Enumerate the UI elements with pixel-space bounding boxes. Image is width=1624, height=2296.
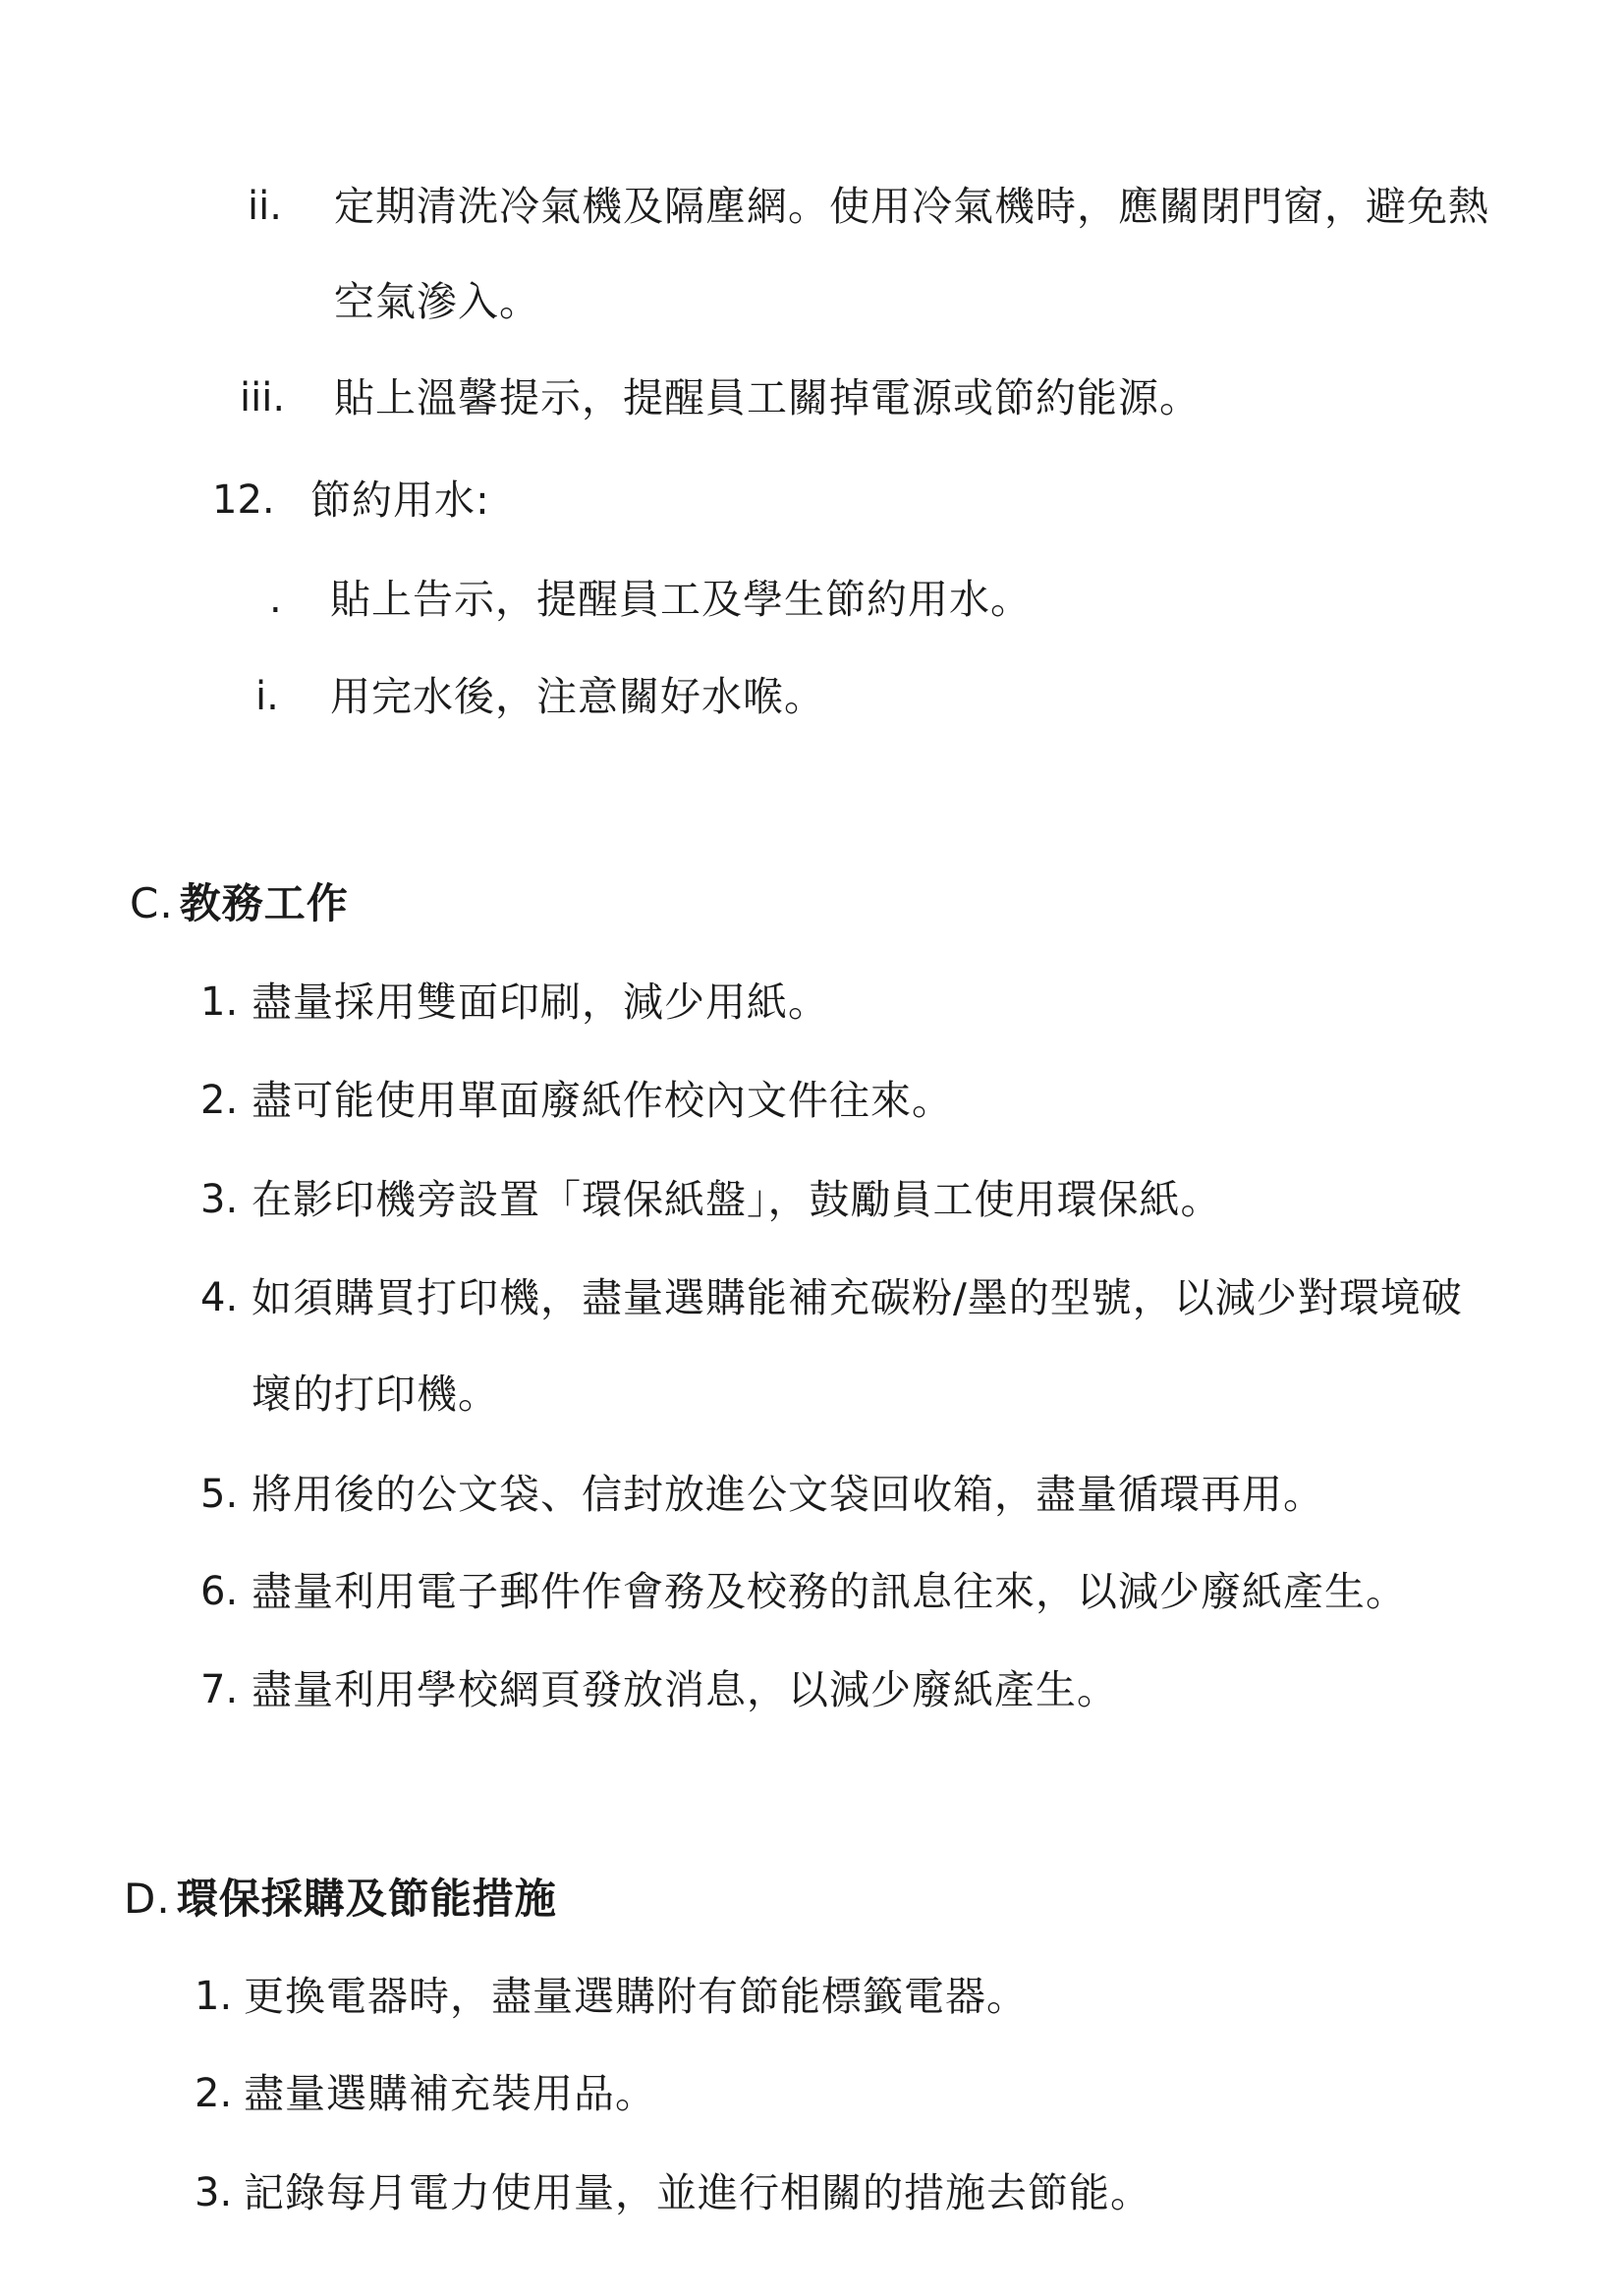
section-c-item-2-number: 2. (200, 1078, 239, 1123)
water-sub-item-1-text: 貼上告示，提醒員工及學生節約用水。 (330, 576, 1032, 623)
section-d-item-1-number: 1. (195, 1974, 233, 2019)
section-c-title: 教務工作 (179, 879, 349, 927)
sub-item-iii-text: 貼上溫馨提示，提醒員工關掉電源或節約能源。 (334, 374, 1201, 421)
sub-item-iii-marker: iii. (240, 375, 286, 420)
sub-item-ii-marker: ii. (248, 184, 282, 229)
section-c-item-4-text-cont: 壞的打印機。 (252, 1371, 499, 1418)
section-c-item-5-text: 將用後的公文袋、信封放進公文袋回收箱，盡量循環再用。 (252, 1471, 1324, 1518)
section-c-letter: C. (130, 879, 174, 927)
section-c-item-4-text: 如須購買打印機，盡量選購能補充碳粉/墨的型號，以減少對環境破 (252, 1274, 1463, 1321)
item-12-marker: 12. (212, 477, 275, 523)
section-c-item-1-text: 盡量採用雙面印刷，減少用紙。 (252, 979, 829, 1026)
section-c-item-7-text: 盡量利用學校網頁發放消息，以減少廢紙產生。 (252, 1666, 1118, 1713)
item-12-text: 節約用水: (310, 476, 490, 524)
section-c-item-2-text: 盡可能使用單面廢紙作校內文件往來。 (252, 1077, 953, 1124)
section-c-item-5-number: 5. (200, 1472, 239, 1517)
section-c-item-7-number: 7. (200, 1667, 239, 1712)
section-d-item-3-number: 3. (195, 2170, 233, 2215)
section-d-heading (124, 1873, 557, 1926)
section-c-item-3-text: 在影印機旁設置「環保紙盤」，鼓勵員工使用環保紙。 (252, 1176, 1222, 1223)
section-c-heading (130, 877, 349, 930)
water-sub-item-2-text: 用完水後，注意關好水喉。 (330, 673, 825, 720)
section-d-letter: D. (124, 1875, 171, 1923)
section-c-item-3-number: 3. (200, 1177, 239, 1222)
water-sub-item-2-marker: i. (255, 674, 279, 719)
section-d-item-3-text: 記錄每月電力使用量，並進行相關的措施去節能。 (244, 2169, 1151, 2216)
section-d-item-2-number: 2. (195, 2071, 233, 2116)
sub-item-ii-text-line1: 定期清洗冷氣機及隔塵網。使用冷氣機時，應關閉門窗，避免熱 (334, 183, 1489, 230)
section-c-item-1-number: 1. (200, 980, 239, 1025)
water-sub-item-1-marker: . (269, 577, 282, 622)
section-d-title: 環保採購及節能措施 (176, 1875, 557, 1923)
section-c-item-6-text: 盡量利用電子郵件作會務及校務的訊息往來，以減少廢紙產生。 (252, 1568, 1407, 1615)
section-c-item-4-number: 4. (200, 1275, 239, 1320)
section-d-item-2-text: 盡量選購補充裝用品。 (244, 2070, 656, 2117)
section-c-item-6-number: 6. (200, 1569, 239, 1614)
sub-item-ii-text-line2: 空氣滲入。 (334, 278, 540, 325)
section-d-item-1-text: 更換電器時，盡量選購附有節能標籤電器。 (244, 1973, 1028, 2020)
